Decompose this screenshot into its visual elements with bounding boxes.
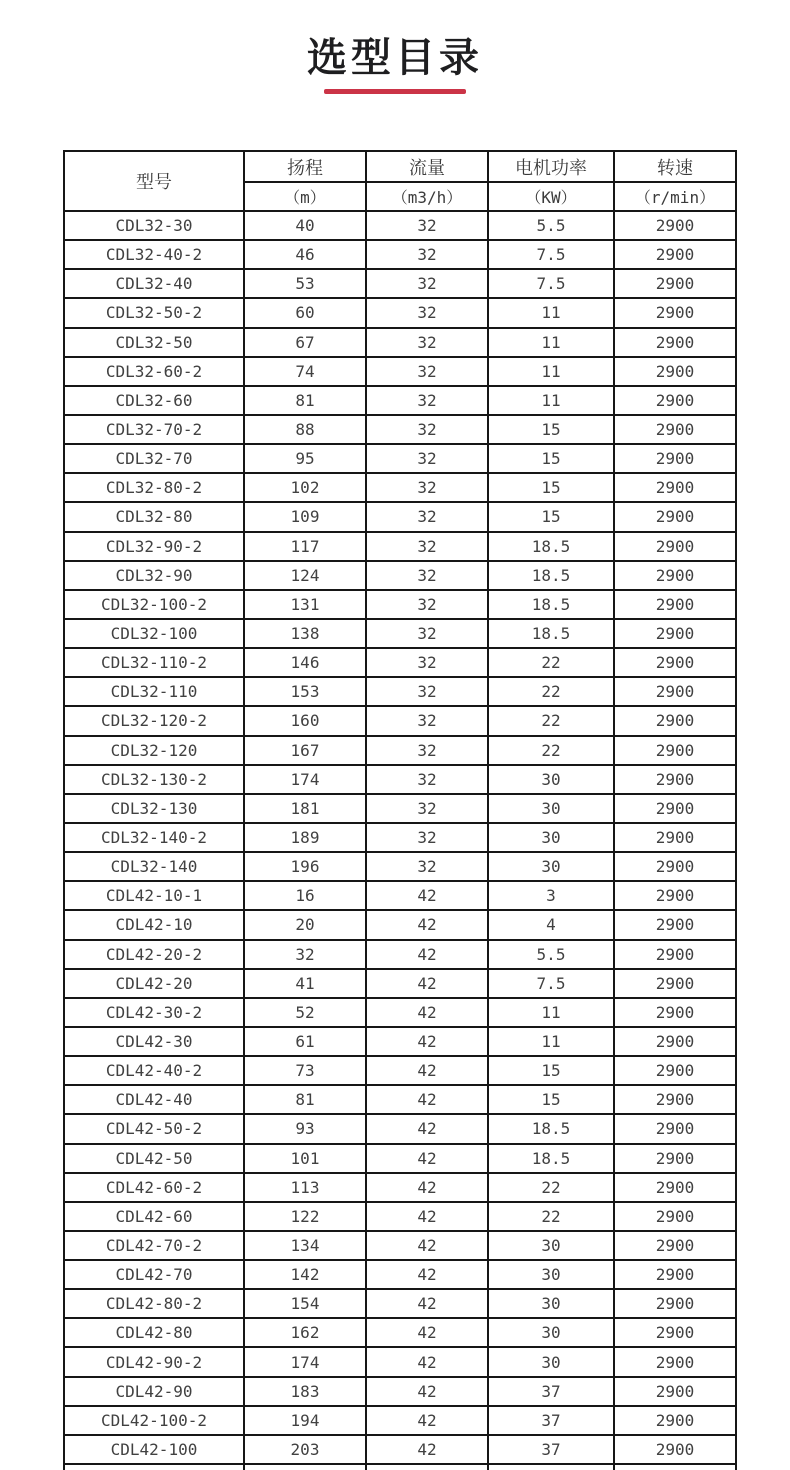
table-cell: 32 [366,706,488,735]
table-row [64,1231,736,1260]
table-cell: 42 [366,1377,488,1406]
table-cell: 2900 [614,1056,736,1085]
table-row [64,1464,736,1470]
table-cell: 22 [488,706,614,735]
pump-selection-table [63,150,737,1470]
table-cell: 101 [244,1144,366,1173]
table-cell: 15 [488,502,614,531]
table-cell: 7.5 [488,269,614,298]
table-cell: 189 [244,823,366,852]
table-cell: 30 [488,823,614,852]
table-cell: 32 [366,386,488,415]
column-header-head: 扬程 [244,151,366,182]
table-cell: 22 [488,736,614,765]
table-cell: 2900 [614,648,736,677]
column-header-model: 型号 [64,151,244,211]
table-cell: 2900 [614,1435,736,1464]
column-header-flow: 流量 [366,151,488,182]
table-row [64,532,736,561]
table-cell: CDL42-100-2 [64,1406,244,1435]
table-cell: 162 [244,1318,366,1347]
table-cell: 32 [366,532,488,561]
table-row [64,1085,736,1114]
table-cell: CDL32-120 [64,736,244,765]
table-cell: 15 [488,415,614,444]
table-cell: 32 [366,677,488,706]
table-cell: 2900 [614,444,736,473]
table-cell: 122 [244,1202,366,1231]
table-cell: 18.5 [488,1144,614,1173]
table-cell: 138 [244,619,366,648]
table-cell: 30 [488,1318,614,1347]
table-cell: CDL42-90-2 [64,1347,244,1376]
table-cell: 32 [366,211,488,240]
table-cell: 67 [244,328,366,357]
table-cell: 142 [244,1260,366,1289]
table-row [64,706,736,735]
table-cell: 2900 [614,1347,736,1376]
table-cell: 16 [244,881,366,910]
table-cell: 2900 [614,328,736,357]
table-cell: 2900 [614,561,736,590]
table-cell: CDL32-100 [64,619,244,648]
table-cell: 30 [488,1260,614,1289]
table-cell: 95 [244,444,366,473]
table-cell: 2900 [614,765,736,794]
table-cell: 7.5 [488,969,614,998]
table-cell: 15 [488,1085,614,1114]
table-cell: 18.5 [488,619,614,648]
table-cell: CDL32-30 [64,211,244,240]
table-cell: 2900 [614,532,736,561]
table-cell: CDL42-80-2 [64,1289,244,1318]
column-unit-speed: （r/min） [614,182,736,211]
table-cell: 32 [366,502,488,531]
table-cell: 88 [244,415,366,444]
table-cell: 2900 [614,998,736,1027]
table-cell: 2900 [614,1173,736,1202]
table-cell: CDL32-110 [64,677,244,706]
table-cell: 15 [488,444,614,473]
table-cell: CDL42-60 [64,1202,244,1231]
table-cell: 2900 [614,1318,736,1347]
table-cell: CDL32-40-2 [64,240,244,269]
table-row [64,590,736,619]
table-cell: 2900 [614,473,736,502]
table-cell: 42 [366,1202,488,1231]
table-cell: 15 [488,1056,614,1085]
table-cell: 42 [366,1144,488,1173]
table-cell: 2900 [614,1260,736,1289]
table-cell: 18.5 [488,590,614,619]
table-row [64,765,736,794]
table-cell: 7.5 [488,240,614,269]
table-row [64,1377,736,1406]
table-cell: CDL32-70 [64,444,244,473]
table-cell: CDL42-60-2 [64,1173,244,1202]
table-cell: CDL32-90-2 [64,532,244,561]
table-cell: 2900 [614,415,736,444]
table-cell: 160 [244,706,366,735]
table-cell: 37 [488,1435,614,1464]
table-cell: 32 [366,473,488,502]
table-cell: 2900 [614,969,736,998]
table-cell: 30 [488,794,614,823]
table-cell: 81 [244,386,366,415]
table-cell: 52 [244,998,366,1027]
table-cell: 2900 [614,852,736,881]
table-cell: 42 [366,969,488,998]
table-cell: 131 [244,590,366,619]
table-cell: 53 [244,269,366,298]
table-cell: CDL42-30 [64,1027,244,1056]
table-cell: 2900 [614,386,736,415]
table-cell: 2900 [614,619,736,648]
table-cell: 18.5 [488,1114,614,1143]
table-cell: 11 [488,328,614,357]
table-cell: 5.5 [488,211,614,240]
table-cell: 134 [244,1231,366,1260]
table-cell [614,1464,736,1470]
table-cell: 2900 [614,1406,736,1435]
table-cell: 32 [366,328,488,357]
table-row [64,1318,736,1347]
table-row [64,269,736,298]
table-row [64,1202,736,1231]
table-row [64,561,736,590]
table-cell [366,1464,488,1470]
table-cell: 2900 [614,794,736,823]
table-row [64,998,736,1027]
table-row [64,1347,736,1376]
table-cell: 32 [366,298,488,327]
table-cell: 2900 [614,298,736,327]
table-cell: 109 [244,502,366,531]
table-cell: CDL32-60-2 [64,357,244,386]
table-cell: 42 [366,1173,488,1202]
table-cell: CDL32-140-2 [64,823,244,852]
table-cell [244,1464,366,1470]
table-cell: 124 [244,561,366,590]
table-cell: 203 [244,1435,366,1464]
table-cell: 42 [366,1027,488,1056]
table-cell: 18.5 [488,532,614,561]
table-cell: CDL32-80 [64,502,244,531]
table-cell: 2900 [614,357,736,386]
table-cell: CDL42-10 [64,910,244,939]
table-cell: 60 [244,298,366,327]
table-cell: 2900 [614,240,736,269]
table-cell: 113 [244,1173,366,1202]
table-cell: CDL42-50-2 [64,1114,244,1143]
table-row [64,969,736,998]
table-cell: 42 [366,1318,488,1347]
table-cell: 30 [488,852,614,881]
table-cell: 32 [366,269,488,298]
table-cell: 81 [244,1085,366,1114]
table-row [64,1027,736,1056]
table-cell: 42 [366,1231,488,1260]
table-cell: 42 [366,910,488,939]
table-row [64,328,736,357]
table-cell: 61 [244,1027,366,1056]
table-cell: 2900 [614,881,736,910]
column-unit-motor-power: （KW） [488,182,614,211]
table-cell: 2900 [614,1231,736,1260]
table-cell: 32 [366,240,488,269]
table-cell: 11 [488,998,614,1027]
table-cell: 22 [488,648,614,677]
table-cell: 15 [488,473,614,502]
table-cell: 32 [366,357,488,386]
table-cell: 4 [488,910,614,939]
table-cell: 2900 [614,1144,736,1173]
table-cell: CDL32-100-2 [64,590,244,619]
table-row [64,1260,736,1289]
table-row [64,940,736,969]
table-cell: 42 [366,1289,488,1318]
table-cell: 2900 [614,1027,736,1056]
table-row [64,240,736,269]
table-cell: 2900 [614,1377,736,1406]
table-row [64,298,736,327]
table-cell: CDL42-50 [64,1144,244,1173]
table-cell: 2900 [614,1114,736,1143]
table-cell: 42 [366,1347,488,1376]
table-cell: 42 [366,1114,488,1143]
table-cell: 22 [488,677,614,706]
table-row [64,823,736,852]
title-underline-accent [324,89,466,94]
table-cell: CDL42-10-1 [64,881,244,910]
table-cell: 32 [366,561,488,590]
table-row [64,1406,736,1435]
column-unit-head: （m） [244,182,366,211]
table-cell: 2900 [614,910,736,939]
table-row [64,736,736,765]
table-cell: CDL42-20-2 [64,940,244,969]
table-cell: CDL32-50-2 [64,298,244,327]
table-cell: 32 [366,444,488,473]
table-cell: 2900 [614,1085,736,1114]
table-cell: 32 [366,619,488,648]
table-cell: 2900 [614,269,736,298]
table-cell: CDL42-20 [64,969,244,998]
table-cell: CDL32-140 [64,852,244,881]
table-cell: 2900 [614,736,736,765]
table-cell: CDL32-60 [64,386,244,415]
table-cell: 32 [366,415,488,444]
table-row [64,211,736,240]
table-cell: CDL32-50 [64,328,244,357]
table-cell: 42 [366,940,488,969]
table-cell: 42 [366,1085,488,1114]
table-row [64,502,736,531]
table-row [64,1056,736,1085]
table-row [64,357,736,386]
table-cell: 32 [244,940,366,969]
table-cell: 42 [366,1056,488,1085]
table-row [64,1289,736,1318]
table-cell: 42 [366,881,488,910]
table-cell: 153 [244,677,366,706]
table-cell: CDL42-30-2 [64,998,244,1027]
table-cell: 37 [488,1377,614,1406]
table-cell: CDL32-130-2 [64,765,244,794]
table-cell: 2900 [614,502,736,531]
table-cell: 2900 [614,1202,736,1231]
table-cell: 11 [488,298,614,327]
table-row [64,852,736,881]
table-cell: CDL32-130 [64,794,244,823]
table-cell: CDL42-40 [64,1085,244,1114]
table-cell: 5.5 [488,940,614,969]
table-cell: CDL32-70-2 [64,415,244,444]
table-cell [488,1464,614,1470]
table-cell: 2900 [614,706,736,735]
table-cell: 32 [366,794,488,823]
table-cell: CDL32-90 [64,561,244,590]
column-unit-flow: （m3/h） [366,182,488,211]
table-row [64,1173,736,1202]
table-cell: 32 [366,765,488,794]
table-cell: CDL32-80-2 [64,473,244,502]
table-cell: 167 [244,736,366,765]
table-row [64,415,736,444]
table-cell [64,1464,244,1470]
table-cell: 37 [488,1406,614,1435]
table-cell: 194 [244,1406,366,1435]
table-cell: CDL42-80 [64,1318,244,1347]
table-row [64,1435,736,1464]
column-header-speed: 转速 [614,151,736,182]
table-header [64,151,736,211]
table-cell: 30 [488,1347,614,1376]
table-row [64,910,736,939]
table-cell: 196 [244,852,366,881]
table-cell: 2900 [614,823,736,852]
table-cell: 32 [366,736,488,765]
table-cell: CDL42-40-2 [64,1056,244,1085]
table-row [64,473,736,502]
table-row [64,648,736,677]
table-cell: 93 [244,1114,366,1143]
table-cell: 102 [244,473,366,502]
table-cell: 2900 [614,211,736,240]
table-cell: 154 [244,1289,366,1318]
table-cell: 30 [488,1231,614,1260]
table-row [64,444,736,473]
table-cell: 42 [366,998,488,1027]
table-cell: 22 [488,1173,614,1202]
table-cell: 74 [244,357,366,386]
table-cell: 2900 [614,1289,736,1318]
table-cell: 20 [244,910,366,939]
table-cell: 73 [244,1056,366,1085]
table-cell: 32 [366,852,488,881]
table-row [64,1144,736,1173]
table-cell: 174 [244,1347,366,1376]
table-cell: 40 [244,211,366,240]
table-cell: CDL42-70-2 [64,1231,244,1260]
table-row [64,677,736,706]
table-cell: 181 [244,794,366,823]
table-cell: 2900 [614,590,736,619]
table-cell: 11 [488,1027,614,1056]
table-cell: 41 [244,969,366,998]
table-cell: 3 [488,881,614,910]
table-cell: 32 [366,648,488,677]
table-cell: 30 [488,765,614,794]
table-cell: CDL42-100 [64,1435,244,1464]
table-cell: CDL42-90 [64,1377,244,1406]
table-cell: CDL32-110-2 [64,648,244,677]
table-row [64,1114,736,1143]
table-cell: 117 [244,532,366,561]
table-cell: 146 [244,648,366,677]
table-cell: 11 [488,357,614,386]
table-body [64,211,736,1470]
table-cell: CDL32-120-2 [64,706,244,735]
table-cell: 22 [488,1202,614,1231]
page-title: 选型目录 [307,35,483,81]
table-cell: 18.5 [488,561,614,590]
table-row [64,794,736,823]
table-row [64,386,736,415]
table-cell: 46 [244,240,366,269]
table-cell: CDL32-40 [64,269,244,298]
table-cell: 30 [488,1289,614,1318]
table-cell: 2900 [614,677,736,706]
table-row [64,619,736,648]
table-cell: 42 [366,1406,488,1435]
table-cell: 32 [366,590,488,619]
table-cell: 11 [488,386,614,415]
table-cell: 42 [366,1260,488,1289]
table-cell: 174 [244,765,366,794]
table-cell: 32 [366,823,488,852]
column-header-motor-power: 电机功率 [488,151,614,182]
table-cell: 183 [244,1377,366,1406]
table-cell: 2900 [614,940,736,969]
table-cell: CDL42-70 [64,1260,244,1289]
table-cell: 42 [366,1435,488,1464]
table-row [64,881,736,910]
